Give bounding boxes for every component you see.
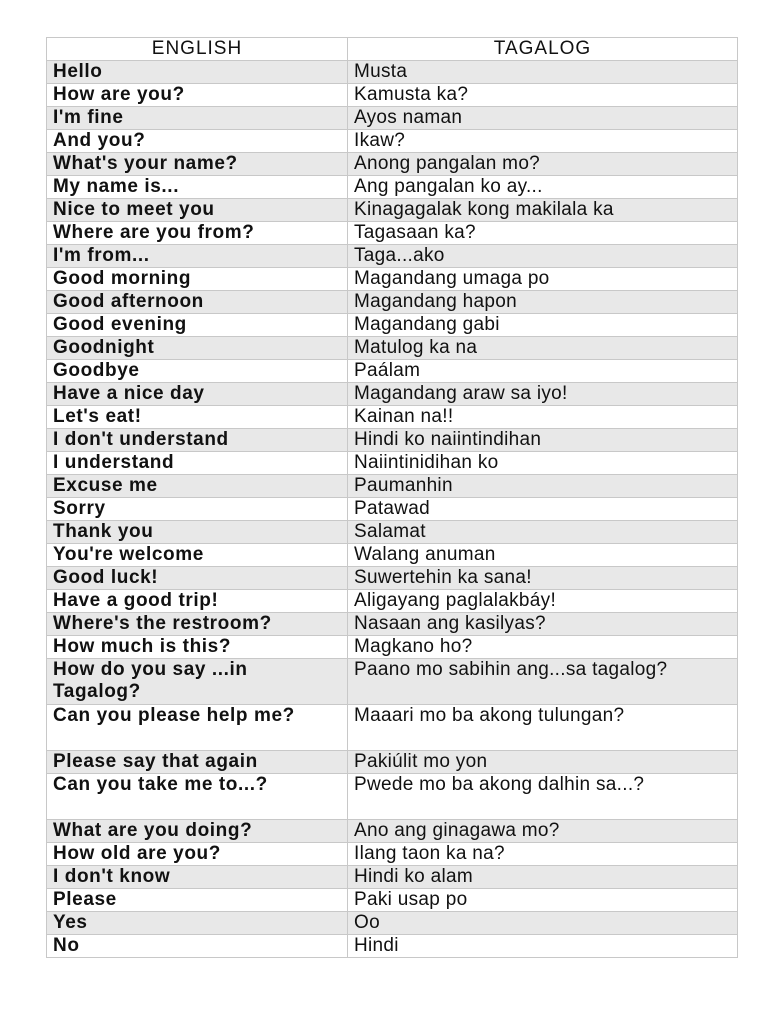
english-phrase: Where's the restroom? bbox=[47, 613, 348, 636]
table-row bbox=[47, 613, 738, 636]
phrase-table bbox=[46, 37, 738, 958]
tagalog-phrase: Nasaan ang kasilyas? bbox=[348, 613, 738, 636]
table-row bbox=[47, 636, 738, 659]
table-row bbox=[47, 429, 738, 452]
tagalog-phrase: Aligayang paglalakbáy! bbox=[348, 590, 738, 613]
tagalog-phrase: Matulog ka na bbox=[348, 337, 738, 360]
column-header-english: ENGLISH bbox=[47, 38, 348, 61]
table-row bbox=[47, 705, 738, 751]
tagalog-phrase: Kinagagalak kong makilala ka bbox=[348, 199, 738, 222]
tagalog-phrase: Ikaw? bbox=[348, 130, 738, 153]
table-row bbox=[47, 452, 738, 475]
english-phrase: No bbox=[47, 935, 348, 958]
table-row bbox=[47, 498, 738, 521]
table-row bbox=[47, 820, 738, 843]
english-phrase: How much is this? bbox=[47, 636, 348, 659]
table-row bbox=[47, 659, 738, 705]
table-row bbox=[47, 889, 738, 912]
table-row bbox=[47, 935, 738, 958]
table-row bbox=[47, 406, 738, 429]
english-phrase: Sorry bbox=[47, 498, 348, 521]
header-row bbox=[47, 38, 738, 61]
tagalog-phrase: Kamusta ka? bbox=[348, 84, 738, 107]
english-phrase: Have a good trip! bbox=[47, 590, 348, 613]
tagalog-phrase: Salamat bbox=[348, 521, 738, 544]
table-row bbox=[47, 360, 738, 383]
tagalog-phrase: Tagasaan ka? bbox=[348, 222, 738, 245]
tagalog-phrase: Paki usap po bbox=[348, 889, 738, 912]
english-phrase: I'm from... bbox=[47, 245, 348, 268]
table-row bbox=[47, 245, 738, 268]
table-row bbox=[47, 751, 738, 774]
english-phrase: Goodnight bbox=[47, 337, 348, 360]
tagalog-phrase: Ano ang ginagawa mo? bbox=[348, 820, 738, 843]
table-row bbox=[47, 544, 738, 567]
table-row bbox=[47, 84, 738, 107]
column-header-tagalog: TAGALOG bbox=[348, 38, 738, 61]
tagalog-phrase: Paálam bbox=[348, 360, 738, 383]
english-phrase: I understand bbox=[47, 452, 348, 475]
tagalog-phrase: Naiintinidihan ko bbox=[348, 452, 738, 475]
english-phrase: Let's eat! bbox=[47, 406, 348, 429]
table-row bbox=[47, 337, 738, 360]
table-row bbox=[47, 107, 738, 130]
table-row bbox=[47, 843, 738, 866]
table-row bbox=[47, 61, 738, 84]
tagalog-phrase: Oo bbox=[348, 912, 738, 935]
english-phrase: What's your name? bbox=[47, 153, 348, 176]
tagalog-phrase: Hindi ko naiintindihan bbox=[348, 429, 738, 452]
table-row bbox=[47, 291, 738, 314]
english-phrase: Can you take me to...? bbox=[47, 774, 348, 820]
table-row bbox=[47, 130, 738, 153]
english-phrase: Good luck! bbox=[47, 567, 348, 590]
table-row bbox=[47, 567, 738, 590]
english-phrase: I don't understand bbox=[47, 429, 348, 452]
table-row bbox=[47, 268, 738, 291]
tagalog-phrase: Magkano ho? bbox=[348, 636, 738, 659]
english-phrase: My name is... bbox=[47, 176, 348, 199]
tagalog-phrase: Walang anuman bbox=[348, 544, 738, 567]
tagalog-phrase: Paumanhin bbox=[348, 475, 738, 498]
table-row bbox=[47, 774, 738, 820]
tagalog-phrase: Magandang araw sa iyo! bbox=[348, 383, 738, 406]
english-phrase: I'm fine bbox=[47, 107, 348, 130]
english-phrase: Excuse me bbox=[47, 475, 348, 498]
english-phrase: Good morning bbox=[47, 268, 348, 291]
english-phrase: Have a nice day bbox=[47, 383, 348, 406]
table-row bbox=[47, 866, 738, 889]
tagalog-phrase: Hindi ko alam bbox=[348, 866, 738, 889]
tagalog-phrase: Ayos naman bbox=[348, 107, 738, 130]
tagalog-phrase: Hindi bbox=[348, 935, 738, 958]
english-phrase: Yes bbox=[47, 912, 348, 935]
english-phrase: How do you say ...in Tagalog? bbox=[47, 659, 348, 705]
english-phrase: How old are you? bbox=[47, 843, 348, 866]
english-phrase: Please bbox=[47, 889, 348, 912]
tagalog-phrase: Pwede mo ba akong dalhin sa...? bbox=[348, 774, 738, 820]
table-row bbox=[47, 912, 738, 935]
tagalog-phrase: Pakiúlit mo yon bbox=[348, 751, 738, 774]
table-row bbox=[47, 199, 738, 222]
table-row bbox=[47, 314, 738, 337]
english-phrase: Good evening bbox=[47, 314, 348, 337]
tagalog-phrase: Magandang hapon bbox=[348, 291, 738, 314]
english-phrase: Goodbye bbox=[47, 360, 348, 383]
tagalog-phrase: Kainan na!! bbox=[348, 406, 738, 429]
tagalog-phrase: Paano mo sabihin ang...sa tagalog? bbox=[348, 659, 738, 705]
tagalog-phrase: Suwertehin ka sana! bbox=[348, 567, 738, 590]
table-row bbox=[47, 222, 738, 245]
english-phrase: And you? bbox=[47, 130, 348, 153]
tagalog-phrase: Patawad bbox=[348, 498, 738, 521]
tagalog-phrase: Ilang taon ka na? bbox=[348, 843, 738, 866]
tagalog-phrase: Anong pangalan mo? bbox=[348, 153, 738, 176]
table-row bbox=[47, 590, 738, 613]
english-phrase: Can you please help me? bbox=[47, 705, 348, 751]
table-row bbox=[47, 521, 738, 544]
english-phrase: I don't know bbox=[47, 866, 348, 889]
english-phrase: Thank you bbox=[47, 521, 348, 544]
tagalog-phrase: Maaari mo ba akong tulungan? bbox=[348, 705, 738, 751]
table-row bbox=[47, 176, 738, 199]
english-phrase: Good afternoon bbox=[47, 291, 348, 314]
table-row bbox=[47, 153, 738, 176]
tagalog-phrase: Ang pangalan ko ay... bbox=[348, 176, 738, 199]
tagalog-phrase: Musta bbox=[348, 61, 738, 84]
tagalog-phrase: Magandang umaga po bbox=[348, 268, 738, 291]
english-phrase: What are you doing? bbox=[47, 820, 348, 843]
english-phrase: How are you? bbox=[47, 84, 348, 107]
english-phrase: Please say that again bbox=[47, 751, 348, 774]
english-phrase: You're welcome bbox=[47, 544, 348, 567]
english-phrase: Where are you from? bbox=[47, 222, 348, 245]
english-phrase: Hello bbox=[47, 61, 348, 84]
tagalog-phrase: Taga...ako bbox=[348, 245, 738, 268]
table-row bbox=[47, 475, 738, 498]
table-row bbox=[47, 383, 738, 406]
tagalog-phrase: Magandang gabi bbox=[348, 314, 738, 337]
english-phrase: Nice to meet you bbox=[47, 199, 348, 222]
